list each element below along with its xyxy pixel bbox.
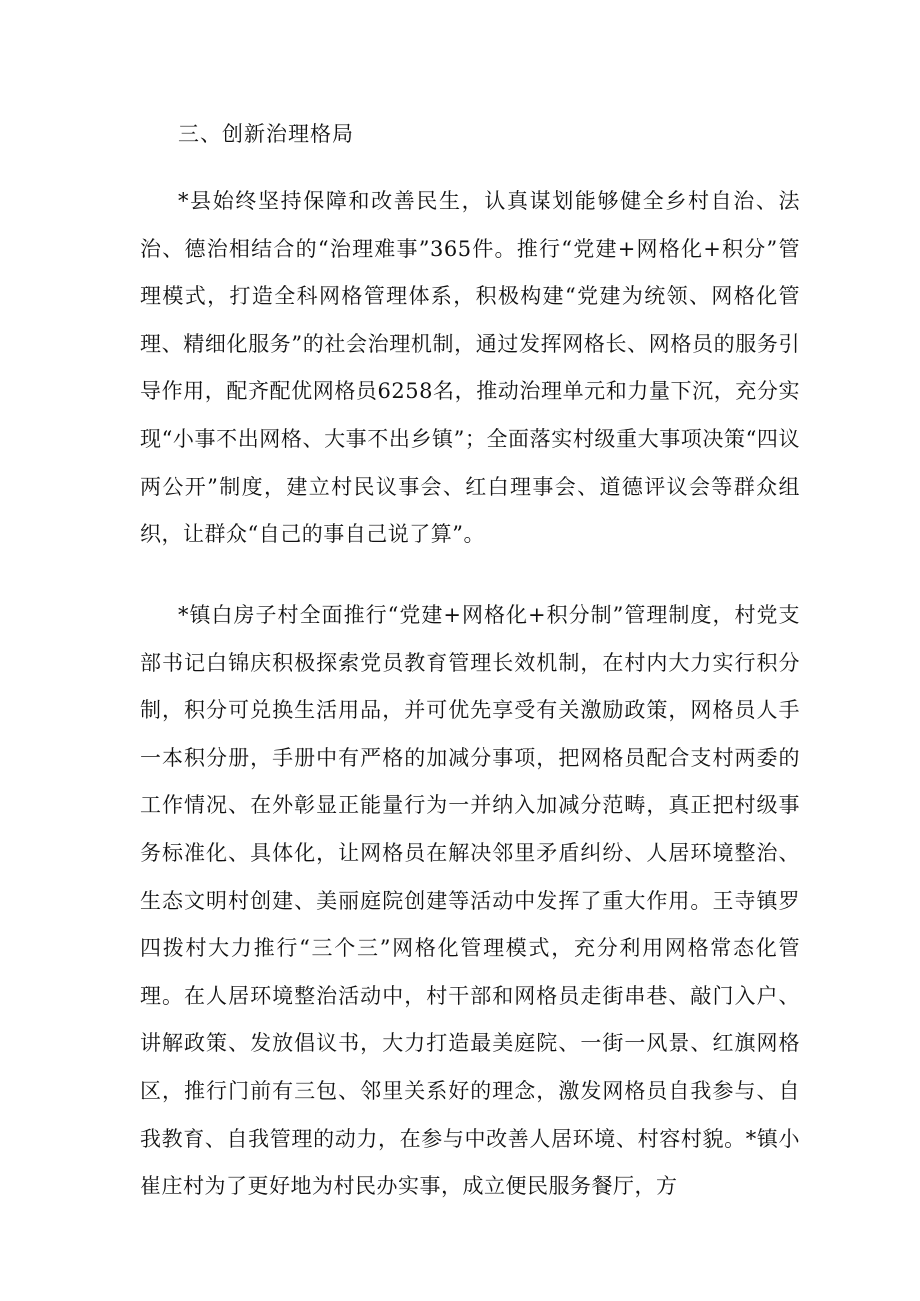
paragraph-governance-overview: *县始终坚持保障和改善民生，认真谋划能够健全乡村自治、法治、德治相结合的“治理难事”365件。推行“党建+网格化+积分”管理模式，打造全科网格管理体系，积极构建“党建为统领、网格化管理、精细化服务”的社会治理机制，通过发挥网格长、网格员的服务引导作用，配齐配优网格员6258名，推动治理单元和力量下沉，充分实现“小事不出网格、大事不出乡镇”；全面落实村级重大事项决策“四议两公开”制度，建立村民议事会、红白理事会、道德评议会等群众组织，让群众“自己的事自己说了算”。 bbox=[140, 189, 800, 547]
paragraph-village-examples: *镇白房子村全面推行“党建+网格化+积分制”管理制度，村党支部书记白锦庆积极探索党员教育管理长效机制，在村内大力实行积分制，积分可兑换生活用品，并可优先享受有关激励政策，网格员人手一本积分册，手册中有严格的加减分事项，把网格员配合支村两委的工作情况、在外彰显正能量行为一并纳入加减分范畴，真正把村级事务标准化、具体化，让网格员在解决邻里矛盾纠纷、人居环境整治、生态文明村创建、美丽庭院创建等活动中发挥了重大作用。王寺镇罗四拨村大力推行“三个三”网格化管理模式，充分利用网格常态化管理。在人居环境整治活动中，村干部和网格员走街串巷、敲门入户、讲解政策、发放倡议书，大力打造最美庭院、一街一风景、红旗网格区，推行门前有三包、邻里关系好的理念，激发网格员自我参与、自我教育、自我管理的动力，在参与中改善人居环境、村容村貌。*镇小崔庄村为了更好地为村民办实事，成立便民服务餐厅，方 bbox=[140, 603, 800, 1199]
section-heading: 三、创新治理格局 bbox=[178, 122, 354, 146]
